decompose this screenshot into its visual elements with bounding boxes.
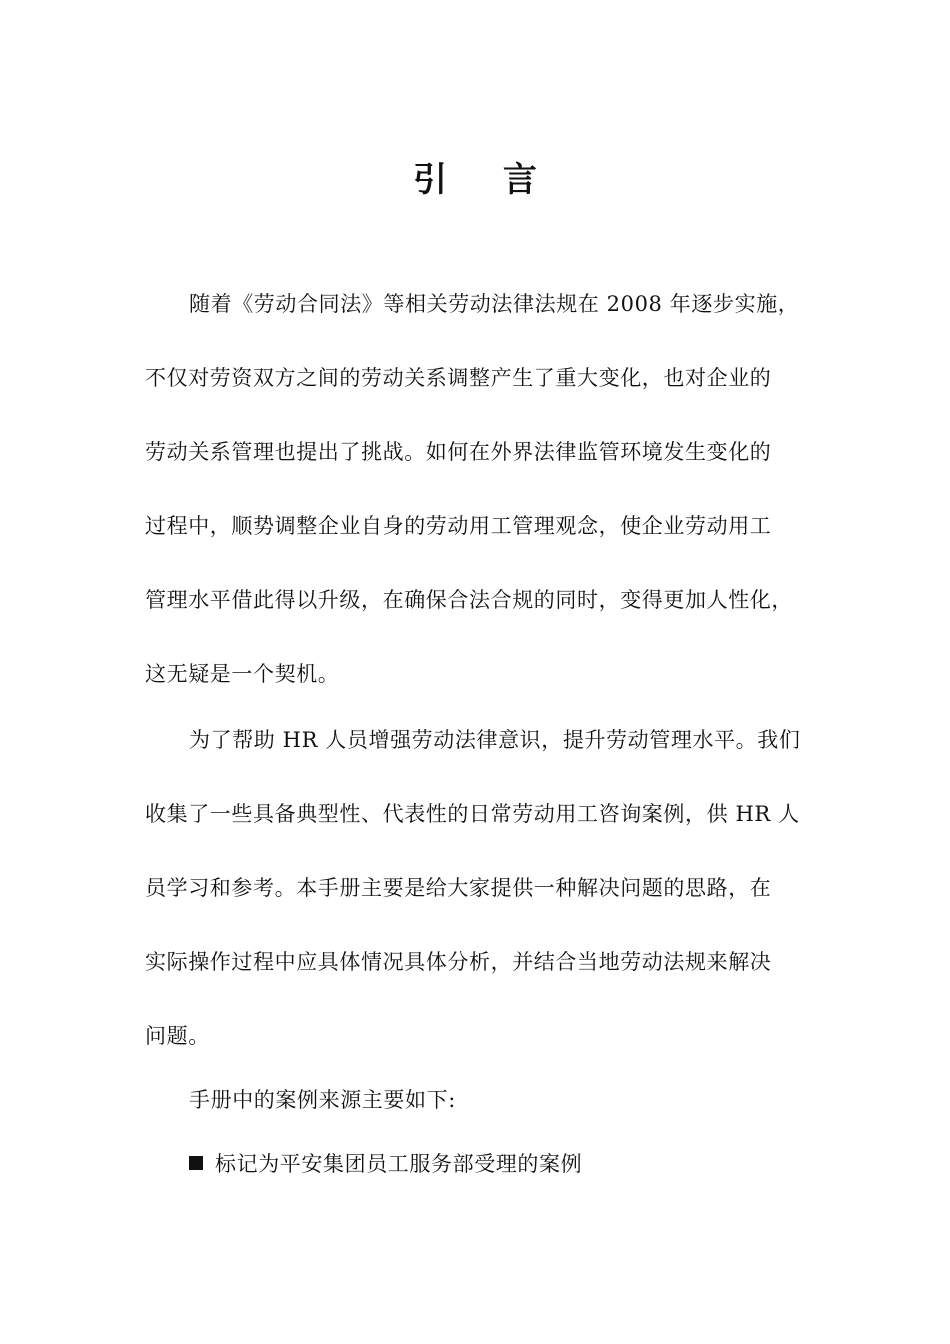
paragraph-line: 管理水平借此得以升级，在确保合法合规的同时，变得更加人性化， [145,588,793,612]
paragraph-line: 这无疑是一个契机。 [145,662,340,686]
paragraph-line: 手册中的案例来源主要如下: [189,1088,456,1112]
paragraph-line: 为了帮助 HR 人员增强劳动法律意识，提升劳动管理水平。我们 [189,728,801,752]
paragraph-line: 过程中，顺势调整企业自身的劳动用工管理观念，使企业劳动用工 [145,514,772,538]
paragraph-line: 劳动关系管理也提出了挑战。如何在外界法律监管环境发生变化的 [145,440,772,464]
page-title: 引 言 [413,160,559,200]
paragraph-line: 不仅对劳资双方之间的劳动关系调整产生了重大变化，也对企业的 [145,366,772,390]
list-item [189,1148,869,1178]
paragraph-line: 问题。 [145,1024,210,1048]
paragraph-line: 随着《劳动合同法》等相关劳动法律法规在 2008 年逐步实施， [189,292,800,316]
paragraph-line: 收集了一些具备典型性、代表性的日常劳动用工咨询案例，供 HR 人 [145,802,800,826]
list-item-text: 标记为平安集团员工服务部受理的案例 [215,1152,583,1176]
paragraph-line: 员学习和参考。本手册主要是给大家提供一种解决问题的思路，在 [145,876,772,900]
paragraph-line: 实际操作过程中应具体情况具体分析，并结合当地劳动法规来解决 [145,950,772,974]
square-bullet-icon [189,1156,203,1170]
